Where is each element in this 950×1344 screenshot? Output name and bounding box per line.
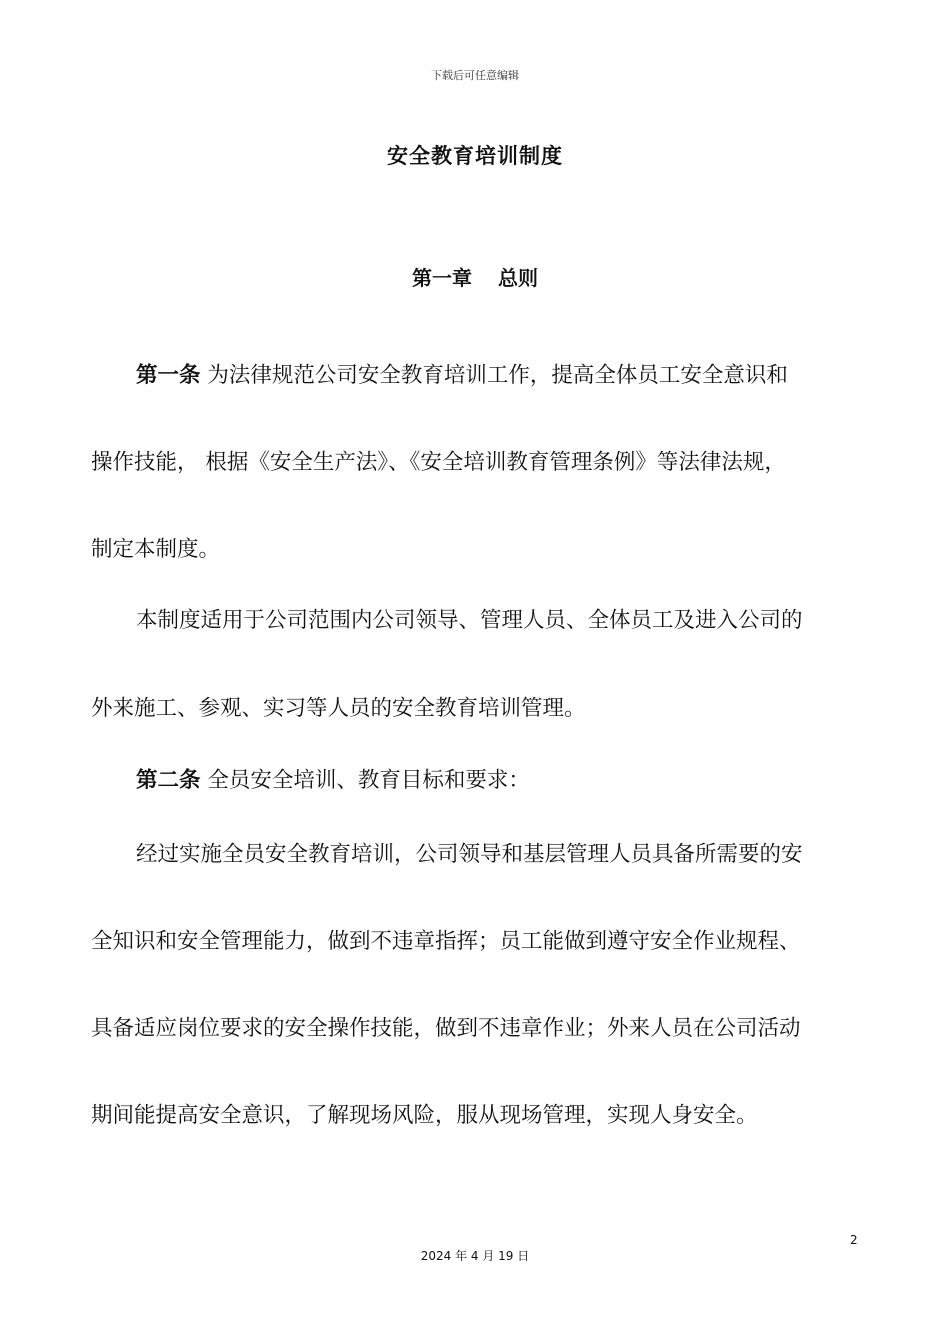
goals-line2: 全知识和安全管理能力，做到不违章指挥；员工能做到遵守安全作业规程、	[91, 929, 801, 954]
article2-line	[136, 766, 530, 796]
article2-label: 第二条	[136, 768, 201, 793]
document-title: 安全教育培训制度	[387, 144, 563, 168]
article1-text: 为法律规范公司安全教育培训工作，提高全体员工安全意识和	[200, 363, 788, 388]
chapter-heading	[0, 262, 950, 291]
footer-date: 2024 年 4 月 19 日	[420, 1249, 530, 1263]
article1-line3: 制定本制度。	[91, 537, 221, 562]
header-note: 下载后可任意编辑	[431, 69, 519, 82]
scope-line2: 外来施工、参观、实习等人员的安全教育培训管理。	[91, 696, 586, 721]
goals-line4: 期间能提高安全意识，了解现场风险，服从现场管理，实现人身安全。	[91, 1103, 758, 1128]
chapter-number: 第一章	[412, 266, 472, 290]
article2-text: 全员安全培训、教育目标和要求：	[200, 768, 530, 793]
article1-line1	[136, 361, 788, 391]
goals-line1: 经过实施全员安全教育培训，公司领导和基层管理人员具备所需要的安	[136, 842, 803, 867]
chapter-name: 总则	[498, 266, 538, 290]
article1-line2: 操作技能， 根据《安全生产法》、《安全培训教育管理条例》等法律法规，	[91, 450, 786, 475]
page-number: 2	[850, 1233, 858, 1247]
goals-line3: 具备适应岗位要求的安全操作技能，做到不违章作业；外来人员在公司活动	[91, 1016, 801, 1041]
article1-label: 第一条	[136, 363, 201, 388]
scope-line1: 本制度适用于公司范围内公司领导、管理人员、全体员工及进入公司的	[136, 608, 803, 633]
